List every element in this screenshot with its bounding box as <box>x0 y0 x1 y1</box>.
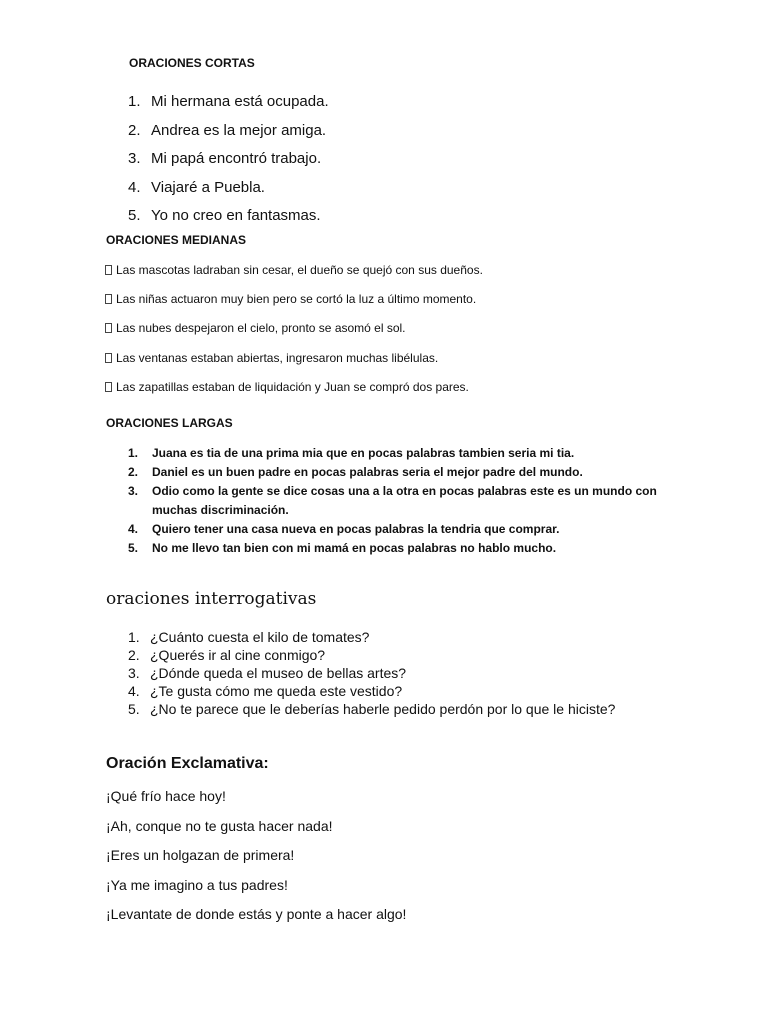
item-text: Daniel es un buen padre en pocas palabras seria el mejor padre del mundo. <box>152 465 583 479</box>
item-text: No me llevo tan bien con mi mamá en pocas palabras no hablo mucho. <box>152 541 557 555</box>
item-number: 1. <box>128 629 140 645</box>
missing-glyph-icon <box>105 382 112 392</box>
missing-glyph-icon <box>105 323 112 333</box>
missing-glyph-icon <box>105 265 112 275</box>
item-text: Las nubes despejaron el cielo, pronto se asomó el sol. <box>116 321 406 336</box>
list-item <box>105 319 483 348</box>
item-number: 2. <box>128 121 141 139</box>
item-text: ¿No te parece que le deberías haberle pedido perdón por lo que le hiciste? <box>150 701 616 717</box>
item-number: 3. <box>128 665 140 681</box>
item-number: 3. <box>128 150 141 167</box>
item-text: Quiero tener una casa nueva en pocas palabras la tendria que comprar. <box>152 522 560 536</box>
list-item <box>128 89 329 118</box>
list-item <box>128 146 329 175</box>
item-text: ¿Cuánto cuesta el kilo de tomates? <box>150 629 370 645</box>
medium-sentences-list <box>105 261 483 407</box>
list-item <box>128 628 615 646</box>
item-text: Mi papá encontró trabajo. <box>151 150 322 167</box>
item-text: Mi hermana está ocupada. <box>151 93 329 110</box>
list-item: ¡Ya me imagino a tus padres! <box>106 876 288 893</box>
list-item: ¡Ah, conque no te gusta hacer nada! <box>106 817 333 834</box>
item-text: Las ventanas estaban abiertas, ingresaron muchas libélulas. <box>116 350 439 365</box>
item-text: Odio como la gente se dice cosas una a la otra en pocas palabras este es un mundo con muchas discriminación. <box>152 484 657 517</box>
item-number: 5. <box>128 207 141 224</box>
list-item: ¡Qué frío hace hoy! <box>106 788 226 804</box>
item-number: 5. <box>128 701 140 717</box>
item-text: Juana es tia de una prima mia que en pocas palabras tambien seria mi tia. <box>152 446 575 460</box>
exclamative-list <box>106 786 406 934</box>
list-item <box>128 520 688 539</box>
list-item <box>105 349 483 378</box>
list-item <box>128 682 615 700</box>
list-item <box>105 290 483 319</box>
item-number: 2. <box>128 465 139 479</box>
short-sentences-list <box>128 89 329 232</box>
list-item <box>128 539 688 558</box>
list-item <box>105 261 483 290</box>
item-text: ¿Querés ir al cine conmigo? <box>150 647 326 663</box>
item-number: 4. <box>128 178 141 196</box>
list-item <box>128 646 615 664</box>
list-item: ¡Levantate de donde estás y ponte a hacer algo! <box>106 906 407 923</box>
interrogative-heading: oraciones interrogativas <box>106 589 317 609</box>
medium-sentences-heading: ORACIONES MEDIANAS <box>106 233 247 247</box>
item-text: Las mascotas ladraban sin cesar, el dueño se quejó con sus dueños. <box>116 263 483 277</box>
long-sentences-heading: ORACIONES LARGAS <box>106 416 233 430</box>
list-item <box>105 378 483 407</box>
interrogative-list <box>128 628 615 718</box>
exclamative-heading: Oración Exclamativa: <box>106 755 269 772</box>
list-item <box>128 700 615 718</box>
list-item <box>128 444 688 463</box>
item-number: 3. <box>128 484 139 498</box>
short-sentences-heading: ORACIONES CORTAS <box>129 56 255 70</box>
long-sentences-list <box>128 444 688 558</box>
item-text: ¿Te gusta cómo me queda este vestido? <box>150 683 403 699</box>
missing-glyph-icon <box>105 294 112 304</box>
list-item <box>128 664 615 682</box>
list-item: ¡Eres un holgazan de primera! <box>106 847 295 864</box>
item-text: Las niñas actuaron muy bien pero se cortó la luz a último momento. <box>116 292 477 307</box>
item-number: 5. <box>128 541 139 555</box>
item-text: Yo no creo en fantasmas. <box>151 207 321 224</box>
list-item <box>128 175 329 204</box>
item-number: 1. <box>128 93 141 110</box>
item-text: Viajaré a Puebla. <box>151 178 265 196</box>
item-text: Andrea es la mejor amiga. <box>151 121 327 139</box>
item-number: 1. <box>128 446 139 460</box>
item-number: 4. <box>128 522 139 536</box>
item-number: 4. <box>128 683 140 699</box>
list-item <box>128 463 688 482</box>
list-item <box>128 118 329 147</box>
missing-glyph-icon <box>105 353 112 363</box>
list-item <box>128 482 688 520</box>
item-number: 2. <box>128 647 140 663</box>
item-text: ¿Dónde queda el museo de bellas artes? <box>150 665 407 681</box>
list-item <box>128 203 329 232</box>
item-text: Las zapatillas estaban de liquidación y Juan se compró dos pares. <box>116 379 469 394</box>
